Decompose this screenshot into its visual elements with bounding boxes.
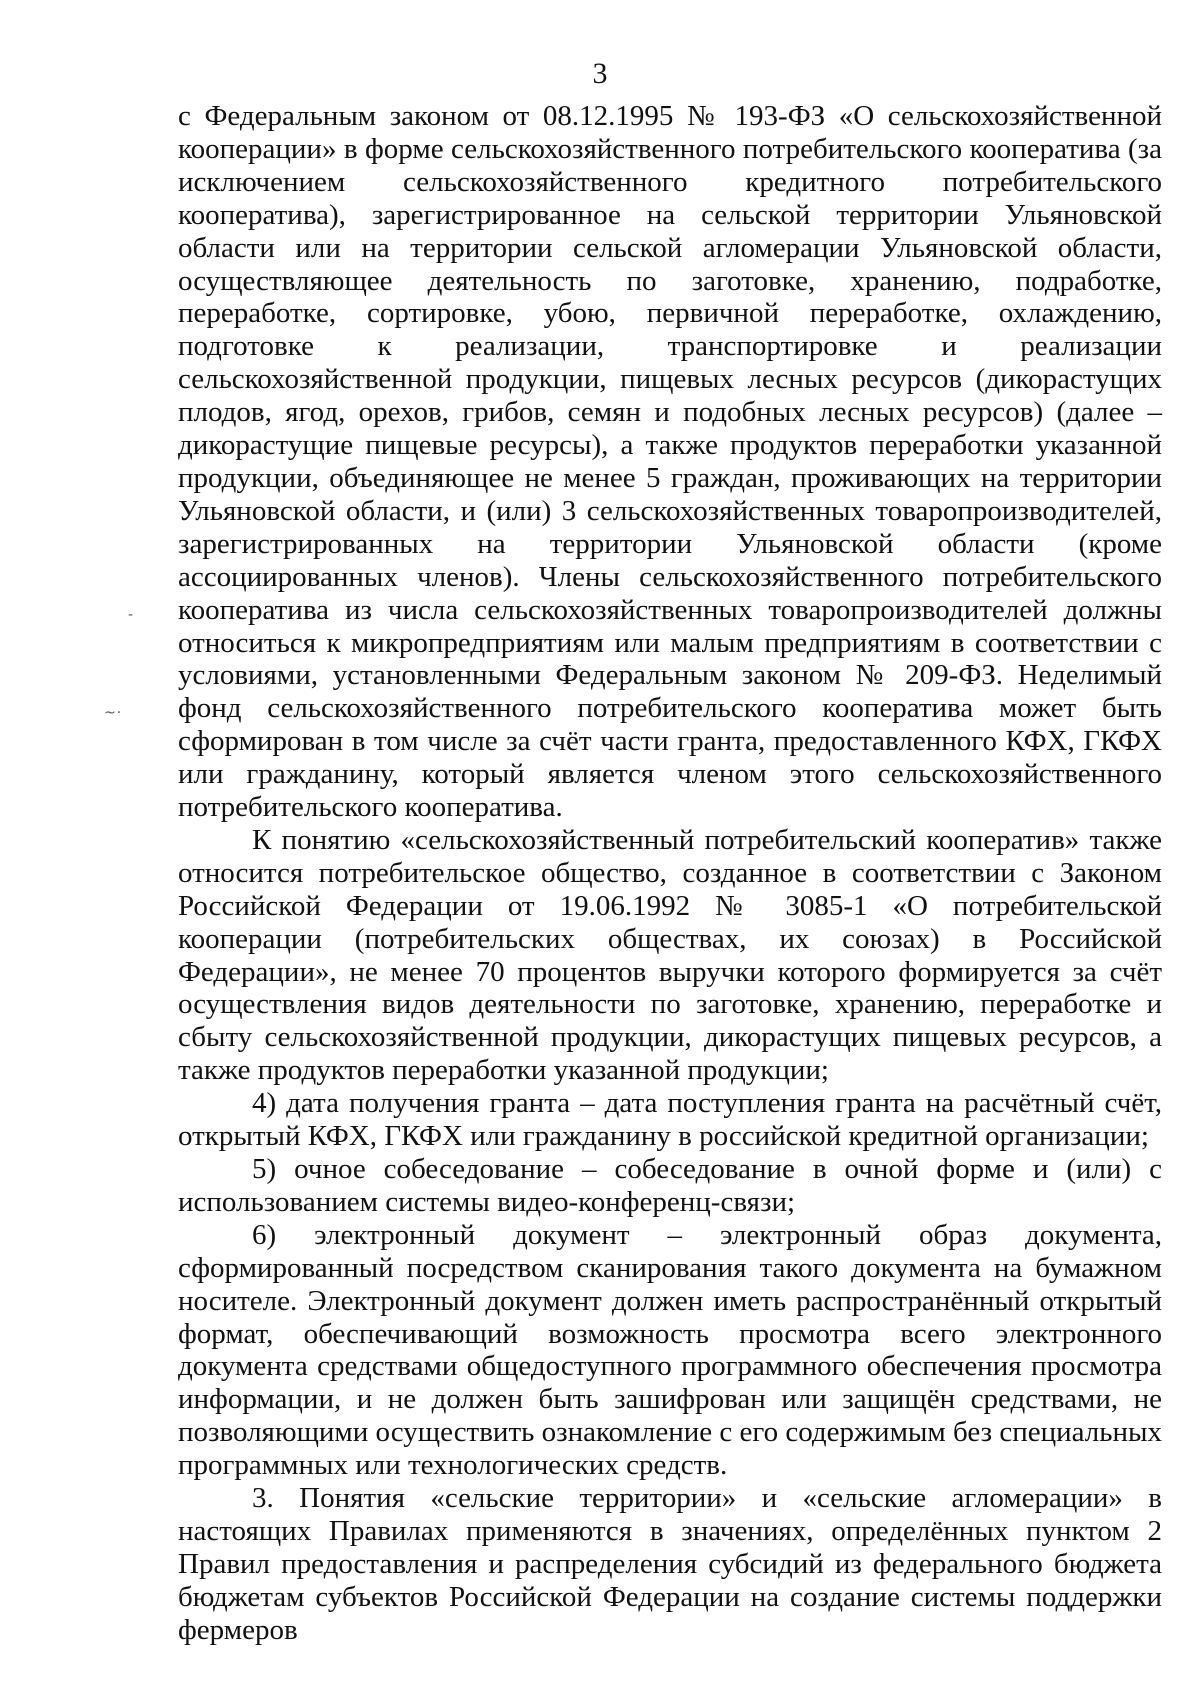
paragraph-in-person-interview: 5) очное собеседование – собеседование в очной форме и (или) с использованием системы видео-конференц-связи; [178, 1153, 1162, 1218]
paragraph-electronic-document: 6) электронный документ – электронный образ документа, сформированный посредством сканирования такого документа на бумажном носителе. Электронный документ должен иметь распространённый открытый формат, обеспечивающий возможность просмотра всего электронного документа средствами общедоступного программного обеспечения просмотра информации, и не должен быть зашифрован или защищён средствами, не позволяющими осуществить ознакомление с его содержимым без специальных программных или технологических средств. [178, 1218, 1162, 1482]
document-body [178, 100, 1162, 1647]
paragraph-rural-territories: 3. Понятия «сельские территории» и «сельские агломерации» в настоящих Правилах применяются в значениях, определённых пунктом 2 Правил предоставления и распределения субсидий из федерального бюджета бюджетам субъектов Российской Федерации на создание системы поддержки фермеров [178, 1482, 1162, 1646]
margin-mark: - [128, 607, 134, 623]
page-number: 3 [592, 57, 608, 90]
paragraph-cooperative-definition: с Федеральным законом от 08.12.1995 № 193-ФЗ «О сельскохозяйственной кооперации» в форме сельскохозяйственного потребительского кооператива (за исключением сельскохозяйственного кредитного потребительского кооператива), зарегистрированное на сельской территории Ульяновской области или на территории сельской агломерации Ульяновской области, осуществляющее деятельность по заготовке, хранению, подработке, переработке, сортировке, убою, первичной переработке, охлаждению, подготовке к реализации, транспортировке и реализации сельскохозяйственной продукции, пищевых лесных ресурсов (дикорастущих плодов, ягод, орехов, грибов, семян и подобных лесных ресурсов) (далее – дикорастущие пищевые ресурсы), а также продуктов переработки указанной продукции, объединяющее не менее 5 граждан, проживающих на территории Ульяновской области, и (или) 3 сельскохозяйственных товаропроизводителей, зарегистрированных на территории Ульяновской области (кроме ассоциированных членов). Члены сельскохозяйственного потребительского кооператива из числа сельскохозяйственных товаропроизводителей должны относиться к микропредприятиям или малым предприятиям в соответствии с условиями, установленными Федеральным законом № 209-ФЗ. Неделимый фонд сельскохозяйственного потребительского кооператива может быть сформирован в том числе за счёт части гранта, предоставленного КФХ, ГКФХ или гражданину, который является членом этого сельскохозяйственного потребительского кооператива. [178, 100, 1162, 824]
paragraph-consumer-society: К понятию «сельскохозяйственный потребительский кооператив» также относится потребительское общество, созданное в соответствии с Законом Российской Федерации от 19.06.1992 № 3085-1 «О потребительской кооперации (потребительских обществах, их союзах) в Российской Федерации», не менее 70 процентов выручки которого формируется за счёт осуществления видов деятельности по заготовке, хранению, переработке и сбыту сельскохозяйственной продукции, дикорастущих пищевых ресурсов, а также продуктов переработки указанной продукции; [178, 823, 1162, 1087]
paragraph-grant-receipt-date: 4) дата получения гранта – дата поступления гранта на расчётный счёт, открытый КФХ, ГКФХ или гражданину в российской кредитной организации; [178, 1087, 1162, 1153]
margin-mark: ~· [104, 705, 123, 721]
